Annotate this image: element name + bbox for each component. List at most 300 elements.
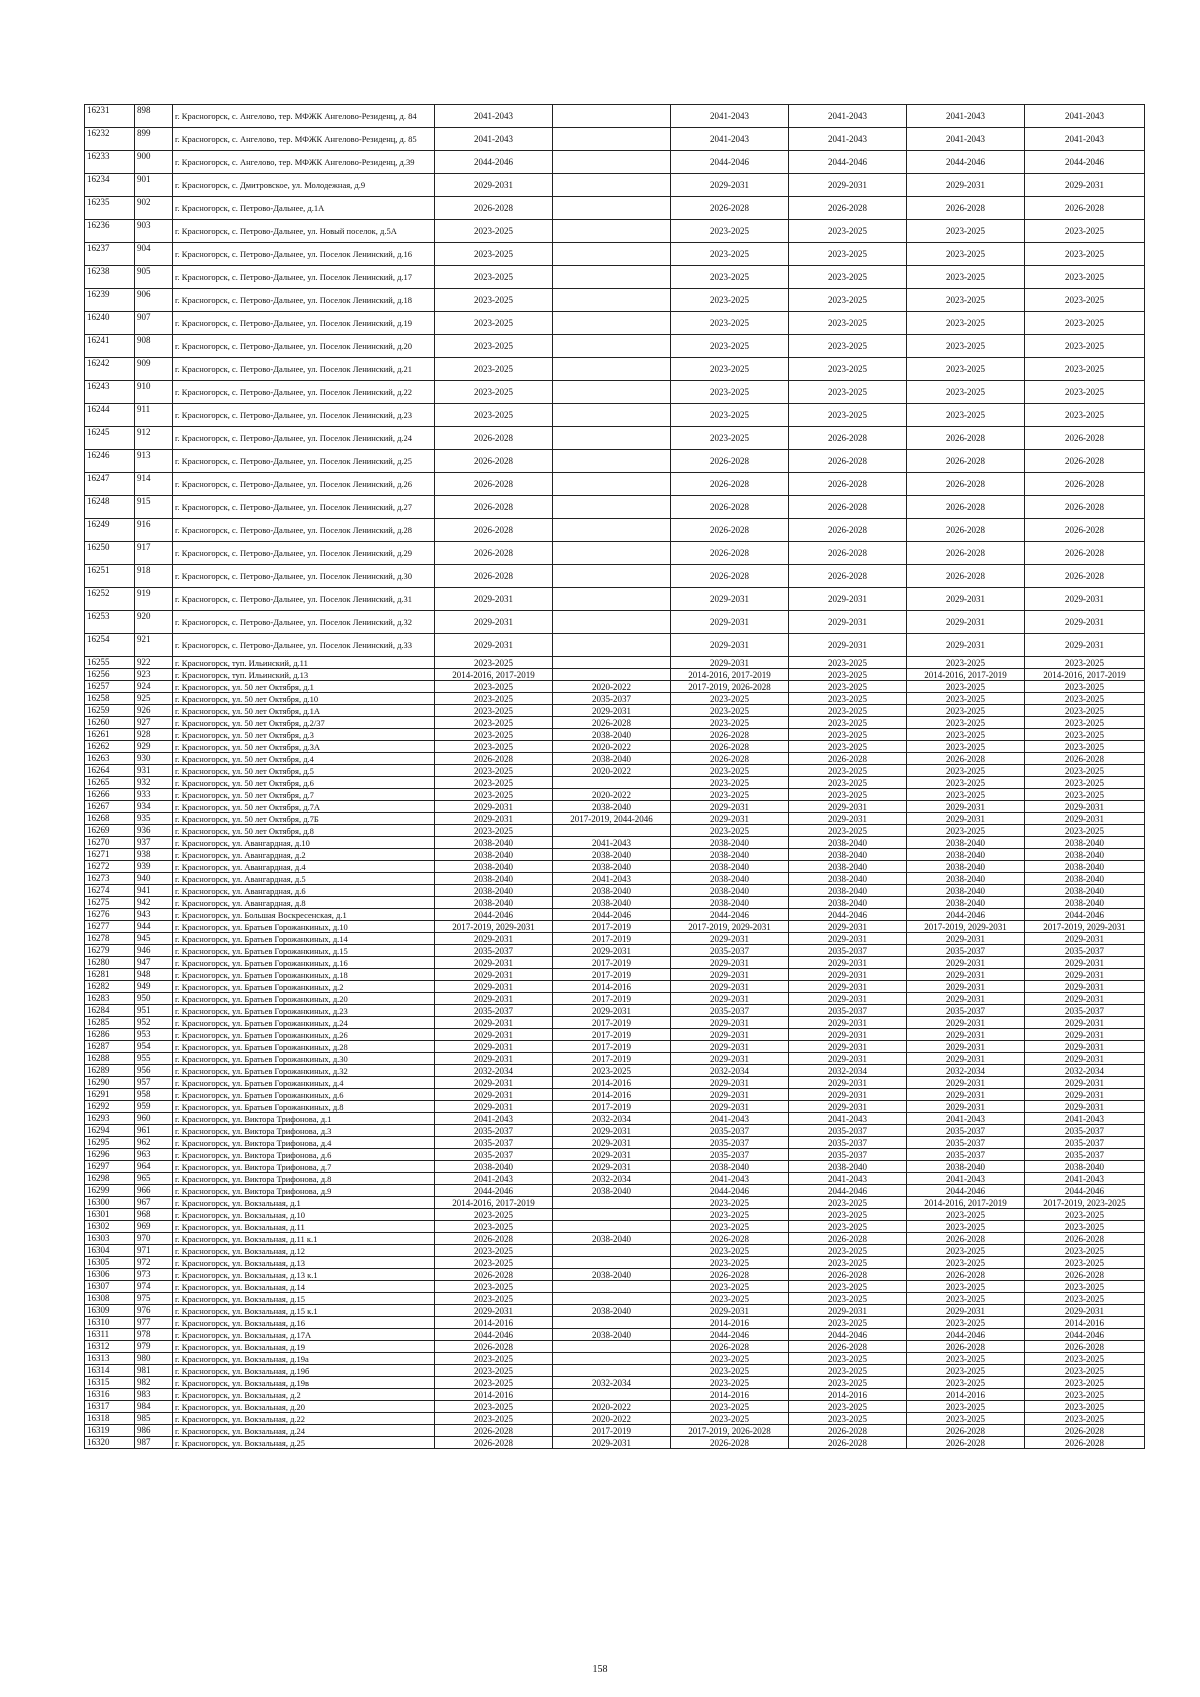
period-col-3-cell: 2023-2025 xyxy=(671,1365,789,1377)
period-col-4-cell: 2026-2028 xyxy=(789,542,907,565)
period-col-2-cell: 2017-2019 xyxy=(553,957,671,969)
table-row xyxy=(85,1317,1145,1329)
row-id-cell: 16297 xyxy=(85,1161,135,1173)
row-id-cell: 16231 xyxy=(85,105,135,128)
period-col-2-cell: 2017-2019 xyxy=(553,1017,671,1029)
table-row xyxy=(85,588,1145,611)
period-col-5-cell: 2026-2028 xyxy=(907,1425,1025,1437)
address-cell: г. Красногорск, ул. 50 лет Октября, д.2/37 xyxy=(173,717,435,729)
seq-number-cell: 965 xyxy=(135,1173,173,1185)
period-col-4-cell: 2023-2025 xyxy=(789,220,907,243)
seq-number-cell: 916 xyxy=(135,519,173,542)
period-col-3-cell: 2038-2040 xyxy=(671,861,789,873)
table-row xyxy=(85,1233,1145,1245)
period-col-6-cell: 2023-2025 xyxy=(1025,789,1145,801)
row-id-cell: 16302 xyxy=(85,1221,135,1233)
address-cell: г. Красногорск, с. Петрово-Дальнее, ул. Поселок Ленинский, д.16 xyxy=(173,243,435,266)
period-col-5-cell: 2023-2025 xyxy=(907,777,1025,789)
period-col-6-cell: 2023-2025 xyxy=(1025,717,1145,729)
period-col-4-cell: 2038-2040 xyxy=(789,849,907,861)
period-col-3-cell: 2038-2040 xyxy=(671,885,789,897)
seq-number-cell: 968 xyxy=(135,1209,173,1221)
period-col-4-cell: 2023-2025 xyxy=(789,1197,907,1209)
period-col-1-cell: 2038-2040 xyxy=(435,897,553,909)
period-col-6-cell: 2026-2028 xyxy=(1025,753,1145,765)
period-col-5-cell: 2023-2025 xyxy=(907,657,1025,669)
period-col-5-cell: 2026-2028 xyxy=(907,450,1025,473)
table-row xyxy=(85,473,1145,496)
seq-number-cell: 915 xyxy=(135,496,173,519)
period-col-3-cell: 2023-2025 xyxy=(671,312,789,335)
period-col-2-cell: 2029-2031 xyxy=(553,1137,671,1149)
period-col-1-cell: 2035-2037 xyxy=(435,1005,553,1017)
seq-number-cell: 948 xyxy=(135,969,173,981)
period-col-5-cell: 2023-2025 xyxy=(907,1293,1025,1305)
row-id-cell: 16245 xyxy=(85,427,135,450)
seq-number-cell: 970 xyxy=(135,1233,173,1245)
address-cell: г. Красногорск, с. Петрово-Дальнее, ул. Поселок Ленинский, д.31 xyxy=(173,588,435,611)
seq-number-cell: 951 xyxy=(135,1005,173,1017)
seq-number-cell: 928 xyxy=(135,729,173,741)
row-id-cell: 16300 xyxy=(85,1197,135,1209)
period-col-4-cell: 2026-2028 xyxy=(789,1437,907,1449)
row-id-cell: 16298 xyxy=(85,1173,135,1185)
period-col-3-cell: 2023-2025 xyxy=(671,381,789,404)
table-row xyxy=(85,993,1145,1005)
seq-number-cell: 986 xyxy=(135,1425,173,1437)
table-row xyxy=(85,849,1145,861)
period-col-4-cell: 2029-2031 xyxy=(789,957,907,969)
period-col-2-cell xyxy=(553,1341,671,1353)
period-col-6-cell: 2038-2040 xyxy=(1025,885,1145,897)
seq-number-cell: 947 xyxy=(135,957,173,969)
seq-number-cell: 960 xyxy=(135,1113,173,1125)
row-id-cell: 16259 xyxy=(85,705,135,717)
period-col-5-cell: 2023-2025 xyxy=(907,825,1025,837)
row-id-cell: 16288 xyxy=(85,1053,135,1065)
period-col-1-cell: 2023-2025 xyxy=(435,289,553,312)
table-row xyxy=(85,105,1145,128)
period-col-1-cell: 2035-2037 xyxy=(435,1137,553,1149)
table-row xyxy=(85,243,1145,266)
address-cell: г. Красногорск, с. Петрово-Дальнее, ул. Поселок Ленинский, д.25 xyxy=(173,450,435,473)
row-id-cell: 16270 xyxy=(85,837,135,849)
table-row xyxy=(85,1401,1145,1413)
period-col-3-cell: 2014-2016 xyxy=(671,1389,789,1401)
address-cell: г. Красногорск, ул. Вокзальная, д.20 xyxy=(173,1401,435,1413)
period-col-2-cell: 2038-2040 xyxy=(553,1329,671,1341)
period-col-5-cell: 2026-2028 xyxy=(907,473,1025,496)
period-col-1-cell: 2041-2043 xyxy=(435,128,553,151)
period-col-1-cell: 2026-2028 xyxy=(435,450,553,473)
period-col-1-cell: 2026-2028 xyxy=(435,1341,553,1353)
period-col-3-cell: 2026-2028 xyxy=(671,473,789,496)
period-col-5-cell: 2029-2031 xyxy=(907,969,1025,981)
period-col-3-cell: 2041-2043 xyxy=(671,1173,789,1185)
seq-number-cell: 938 xyxy=(135,849,173,861)
period-col-6-cell: 2041-2043 xyxy=(1025,1113,1145,1125)
period-col-3-cell: 2023-2025 xyxy=(671,243,789,266)
period-col-3-cell: 2029-2031 xyxy=(671,801,789,813)
row-id-cell: 16264 xyxy=(85,765,135,777)
address-cell: г. Красногорск, ул. Виктора Трифонова, д.4 xyxy=(173,1137,435,1149)
seq-number-cell: 984 xyxy=(135,1401,173,1413)
period-col-4-cell: 2023-2025 xyxy=(789,1317,907,1329)
table-row xyxy=(85,1041,1145,1053)
period-col-4-cell: 2023-2025 xyxy=(789,1377,907,1389)
address-cell: г. Красногорск, с. Петрово-Дальнее, ул. Поселок Ленинский, д.21 xyxy=(173,358,435,381)
period-col-2-cell xyxy=(553,128,671,151)
period-col-1-cell: 2035-2037 xyxy=(435,945,553,957)
period-col-5-cell: 2029-2031 xyxy=(907,1305,1025,1317)
period-col-6-cell: 2023-2025 xyxy=(1025,266,1145,289)
period-col-1-cell: 2023-2025 xyxy=(435,729,553,741)
period-col-3-cell: 2023-2025 xyxy=(671,1209,789,1221)
row-id-cell: 16284 xyxy=(85,1005,135,1017)
period-col-3-cell: 2026-2028 xyxy=(671,1233,789,1245)
period-col-1-cell: 2023-2025 xyxy=(435,1257,553,1269)
seq-number-cell: 949 xyxy=(135,981,173,993)
table-row xyxy=(85,312,1145,335)
period-col-2-cell: 2044-2046 xyxy=(553,909,671,921)
row-id-cell: 16276 xyxy=(85,909,135,921)
period-col-6-cell: 2014-2016, 2017-2019 xyxy=(1025,669,1145,681)
period-col-5-cell: 2014-2016 xyxy=(907,1389,1025,1401)
period-col-1-cell: 2026-2028 xyxy=(435,496,553,519)
period-col-5-cell: 2038-2040 xyxy=(907,849,1025,861)
period-col-2-cell: 2029-2031 xyxy=(553,945,671,957)
period-col-2-cell: 2038-2040 xyxy=(553,1185,671,1197)
period-col-2-cell: 2029-2031 xyxy=(553,1125,671,1137)
seq-number-cell: 943 xyxy=(135,909,173,921)
table-row xyxy=(85,909,1145,921)
address-cell: г. Красногорск, ул. Братьев Горожанкиных, д.18 xyxy=(173,969,435,981)
table-row xyxy=(85,957,1145,969)
seq-number-cell: 979 xyxy=(135,1341,173,1353)
period-col-1-cell: 2026-2028 xyxy=(435,542,553,565)
row-id-cell: 16320 xyxy=(85,1437,135,1449)
period-col-6-cell: 2026-2028 xyxy=(1025,496,1145,519)
period-col-6-cell: 2023-2025 xyxy=(1025,1365,1145,1377)
period-col-6-cell: 2023-2025 xyxy=(1025,1377,1145,1389)
period-col-5-cell: 2026-2028 xyxy=(907,1341,1025,1353)
row-id-cell: 16232 xyxy=(85,128,135,151)
table-row xyxy=(85,969,1145,981)
period-col-6-cell: 2023-2025 xyxy=(1025,1389,1145,1401)
period-col-3-cell: 2038-2040 xyxy=(671,849,789,861)
period-col-5-cell: 2044-2046 xyxy=(907,151,1025,174)
period-col-2-cell: 2029-2031 xyxy=(553,1437,671,1449)
period-col-6-cell: 2014-2016 xyxy=(1025,1317,1145,1329)
period-col-4-cell: 2023-2025 xyxy=(789,1401,907,1413)
row-id-cell: 16273 xyxy=(85,873,135,885)
period-col-1-cell: 2038-2040 xyxy=(435,885,553,897)
table-row xyxy=(85,1353,1145,1365)
period-col-5-cell: 2041-2043 xyxy=(907,1113,1025,1125)
seq-number-cell: 911 xyxy=(135,404,173,427)
period-col-1-cell: 2026-2028 xyxy=(435,427,553,450)
period-col-6-cell: 2035-2037 xyxy=(1025,1125,1145,1137)
seq-number-cell: 914 xyxy=(135,473,173,496)
period-col-2-cell xyxy=(553,1245,671,1257)
period-col-3-cell: 2017-2019, 2029-2031 xyxy=(671,921,789,933)
address-cell: г. Красногорск, ул. Вокзальная, д.15 xyxy=(173,1293,435,1305)
period-col-5-cell: 2023-2025 xyxy=(907,1245,1025,1257)
period-col-2-cell xyxy=(553,151,671,174)
address-cell: г. Красногорск, с. Ангелово, тер. МФЖК Ангелово-Резиденц, д.39 xyxy=(173,151,435,174)
seq-number-cell: 972 xyxy=(135,1257,173,1269)
row-id-cell: 16254 xyxy=(85,634,135,657)
period-col-1-cell: 2029-2031 xyxy=(435,634,553,657)
period-col-4-cell: 2023-2025 xyxy=(789,741,907,753)
address-cell: г. Красногорск, ул. Виктора Трифонова, д.7 xyxy=(173,1161,435,1173)
period-col-4-cell: 2026-2028 xyxy=(789,473,907,496)
address-cell: г. Красногорск, ул. Вокзальная, д.19а xyxy=(173,1353,435,1365)
period-col-1-cell: 2023-2025 xyxy=(435,705,553,717)
period-col-6-cell: 2023-2025 xyxy=(1025,693,1145,705)
seq-number-cell: 912 xyxy=(135,427,173,450)
period-col-6-cell: 2026-2028 xyxy=(1025,1341,1145,1353)
row-id-cell: 16283 xyxy=(85,993,135,1005)
seq-number-cell: 919 xyxy=(135,588,173,611)
period-col-4-cell: 2023-2025 xyxy=(789,1293,907,1305)
period-col-4-cell: 2023-2025 xyxy=(789,1221,907,1233)
table-row xyxy=(85,717,1145,729)
period-col-6-cell: 2023-2025 xyxy=(1025,1221,1145,1233)
period-col-1-cell: 2035-2037 xyxy=(435,1125,553,1137)
period-col-6-cell: 2038-2040 xyxy=(1025,861,1145,873)
table-row xyxy=(85,1281,1145,1293)
period-col-2-cell: 2029-2031 xyxy=(553,1149,671,1161)
period-col-5-cell: 2023-2025 xyxy=(907,381,1025,404)
period-col-1-cell: 2023-2025 xyxy=(435,312,553,335)
row-id-cell: 16244 xyxy=(85,404,135,427)
row-id-cell: 16307 xyxy=(85,1281,135,1293)
row-id-cell: 16235 xyxy=(85,197,135,220)
period-col-4-cell: 2029-2031 xyxy=(789,1041,907,1053)
table-row xyxy=(85,1089,1145,1101)
period-col-4-cell: 2035-2037 xyxy=(789,1137,907,1149)
period-col-5-cell: 2023-2025 xyxy=(907,681,1025,693)
period-col-3-cell: 2026-2028 xyxy=(671,741,789,753)
row-id-cell: 16251 xyxy=(85,565,135,588)
period-col-5-cell: 2023-2025 xyxy=(907,765,1025,777)
period-col-1-cell: 2026-2028 xyxy=(435,197,553,220)
table-row xyxy=(85,1377,1145,1389)
period-col-2-cell: 2017-2019 xyxy=(553,933,671,945)
table-row xyxy=(85,519,1145,542)
seq-number-cell: 982 xyxy=(135,1377,173,1389)
period-col-4-cell: 2023-2025 xyxy=(789,765,907,777)
period-col-3-cell: 2014-2016 xyxy=(671,1317,789,1329)
row-id-cell: 16301 xyxy=(85,1209,135,1221)
address-cell: г. Красногорск, ул. Братьев Горожанкиных, д.4 xyxy=(173,1077,435,1089)
period-col-5-cell: 2023-2025 xyxy=(907,705,1025,717)
period-col-3-cell: 2026-2028 xyxy=(671,450,789,473)
table-row xyxy=(85,1125,1145,1137)
row-id-cell: 16261 xyxy=(85,729,135,741)
period-col-3-cell: 2035-2037 xyxy=(671,1125,789,1137)
period-col-4-cell: 2029-2031 xyxy=(789,933,907,945)
period-col-5-cell: 2023-2025 xyxy=(907,1257,1025,1269)
period-col-2-cell xyxy=(553,1353,671,1365)
table-row xyxy=(85,1053,1145,1065)
period-col-4-cell: 2023-2025 xyxy=(789,1365,907,1377)
period-col-6-cell: 2041-2043 xyxy=(1025,128,1145,151)
period-col-6-cell: 2041-2043 xyxy=(1025,105,1145,128)
period-col-6-cell: 2029-2031 xyxy=(1025,1053,1145,1065)
row-id-cell: 16316 xyxy=(85,1389,135,1401)
period-col-4-cell: 2014-2016 xyxy=(789,1389,907,1401)
period-col-5-cell: 2038-2040 xyxy=(907,873,1025,885)
address-cell: г. Красногорск, с. Петрово-Дальнее, ул. Поселок Ленинский, д.30 xyxy=(173,565,435,588)
period-col-3-cell: 2023-2025 xyxy=(671,220,789,243)
period-col-5-cell: 2035-2037 xyxy=(907,1125,1025,1137)
period-col-2-cell xyxy=(553,404,671,427)
address-cell: г. Красногорск, с. Петрово-Дальнее, ул. Поселок Ленинский, д.32 xyxy=(173,611,435,634)
address-cell: г. Красногорск, ул. Вокзальная, д.15 к.1 xyxy=(173,1305,435,1317)
table-row xyxy=(85,1341,1145,1353)
period-col-1-cell: 2023-2025 xyxy=(435,717,553,729)
period-col-3-cell: 2029-2031 xyxy=(671,657,789,669)
period-col-3-cell: 2038-2040 xyxy=(671,1161,789,1173)
address-cell: г. Красногорск, туп. Ильинский, д.11 xyxy=(173,657,435,669)
period-col-4-cell: 2035-2037 xyxy=(789,1149,907,1161)
period-col-2-cell: 2014-2016 xyxy=(553,1077,671,1089)
period-col-4-cell: 2023-2025 xyxy=(789,669,907,681)
period-col-3-cell: 2014-2016, 2017-2019 xyxy=(671,669,789,681)
address-cell: г. Красногорск, с. Петрово-Дальнее, ул. Поселок Ленинский, д.33 xyxy=(173,634,435,657)
period-col-4-cell: 2023-2025 xyxy=(789,1353,907,1365)
seq-number-cell: 901 xyxy=(135,174,173,197)
period-col-6-cell: 2017-2019, 2023-2025 xyxy=(1025,1197,1145,1209)
period-col-5-cell: 2023-2025 xyxy=(907,220,1025,243)
table-row xyxy=(85,825,1145,837)
period-col-5-cell: 2029-2031 xyxy=(907,993,1025,1005)
address-cell: г. Красногорск, с. Петрово-Дальнее, д.1А xyxy=(173,197,435,220)
period-col-4-cell: 2023-2025 xyxy=(789,243,907,266)
period-col-2-cell xyxy=(553,657,671,669)
seq-number-cell: 932 xyxy=(135,777,173,789)
period-col-4-cell: 2026-2028 xyxy=(789,496,907,519)
period-col-1-cell: 2038-2040 xyxy=(435,1161,553,1173)
row-id-cell: 16312 xyxy=(85,1341,135,1353)
period-col-3-cell: 2029-2031 xyxy=(671,981,789,993)
period-col-6-cell: 2038-2040 xyxy=(1025,1161,1145,1173)
seq-number-cell: 929 xyxy=(135,741,173,753)
row-id-cell: 16281 xyxy=(85,969,135,981)
address-cell: г. Красногорск, ул. Вокзальная, д.12 xyxy=(173,1245,435,1257)
period-col-5-cell: 2023-2025 xyxy=(907,1377,1025,1389)
address-cell: г. Красногорск, ул. Авангардная, д.5 xyxy=(173,873,435,885)
period-col-1-cell: 2029-2031 xyxy=(435,1029,553,1041)
table-row xyxy=(85,1329,1145,1341)
row-id-cell: 16315 xyxy=(85,1377,135,1389)
period-col-1-cell: 2029-2031 xyxy=(435,933,553,945)
table-row xyxy=(85,1365,1145,1377)
row-id-cell: 16299 xyxy=(85,1185,135,1197)
period-col-5-cell: 2023-2025 xyxy=(907,243,1025,266)
table-row xyxy=(85,151,1145,174)
row-id-cell: 16246 xyxy=(85,450,135,473)
period-col-3-cell: 2026-2028 xyxy=(671,1341,789,1353)
table-row xyxy=(85,861,1145,873)
address-cell: г. Красногорск, ул. Братьев Горожанкиных, д.30 xyxy=(173,1053,435,1065)
period-col-2-cell xyxy=(553,381,671,404)
table-row xyxy=(85,981,1145,993)
address-cell: г. Красногорск, с. Петрово-Дальнее, ул. Поселок Ленинский, д.20 xyxy=(173,335,435,358)
period-col-5-cell: 2023-2025 xyxy=(907,1281,1025,1293)
period-col-6-cell: 2035-2037 xyxy=(1025,1137,1145,1149)
address-cell: г. Красногорск, с. Петрово-Дальнее, ул. Поселок Ленинский, д.29 xyxy=(173,542,435,565)
period-col-2-cell xyxy=(553,634,671,657)
row-id-cell: 16255 xyxy=(85,657,135,669)
period-col-4-cell: 2044-2046 xyxy=(789,1185,907,1197)
seq-number-cell: 922 xyxy=(135,657,173,669)
period-col-6-cell: 2026-2028 xyxy=(1025,542,1145,565)
row-id-cell: 16258 xyxy=(85,693,135,705)
period-col-6-cell: 2023-2025 xyxy=(1025,335,1145,358)
table-row xyxy=(85,1137,1145,1149)
period-col-2-cell: 2029-2031 xyxy=(553,1161,671,1173)
address-cell: г. Красногорск, ул. Вокзальная, д.2 xyxy=(173,1389,435,1401)
address-cell: г. Красногорск, с. Ангелово, тер. МФЖК Ангелово-Резиденц, д. 85 xyxy=(173,128,435,151)
table-row xyxy=(85,813,1145,825)
period-col-6-cell: 2023-2025 xyxy=(1025,312,1145,335)
period-col-6-cell: 2026-2028 xyxy=(1025,197,1145,220)
period-col-1-cell: 2014-2016, 2017-2019 xyxy=(435,669,553,681)
period-col-5-cell: 2029-2031 xyxy=(907,1017,1025,1029)
period-col-1-cell: 2029-2031 xyxy=(435,981,553,993)
row-id-cell: 16263 xyxy=(85,753,135,765)
table-row xyxy=(85,1257,1145,1269)
address-cell: г. Красногорск, ул. Виктора Трифонова, д.9 xyxy=(173,1185,435,1197)
period-col-4-cell: 2041-2043 xyxy=(789,105,907,128)
period-col-6-cell: 2026-2028 xyxy=(1025,565,1145,588)
row-id-cell: 16256 xyxy=(85,669,135,681)
period-col-3-cell: 2029-2031 xyxy=(671,174,789,197)
period-col-6-cell: 2023-2025 xyxy=(1025,729,1145,741)
period-col-3-cell: 2029-2031 xyxy=(671,813,789,825)
period-col-3-cell: 2026-2028 xyxy=(671,729,789,741)
period-col-4-cell: 2023-2025 xyxy=(789,681,907,693)
period-col-5-cell: 2026-2028 xyxy=(907,496,1025,519)
seq-number-cell: 926 xyxy=(135,705,173,717)
address-cell: г. Красногорск, ул. Братьев Горожанкиных, д.15 xyxy=(173,945,435,957)
seq-number-cell: 908 xyxy=(135,335,173,358)
period-col-3-cell: 2023-2025 xyxy=(671,335,789,358)
period-col-2-cell xyxy=(553,266,671,289)
period-col-2-cell: 2041-2043 xyxy=(553,873,671,885)
period-col-4-cell: 2023-2025 xyxy=(789,789,907,801)
row-id-cell: 16239 xyxy=(85,289,135,312)
period-col-1-cell: 2017-2019, 2029-2031 xyxy=(435,921,553,933)
period-col-6-cell: 2026-2028 xyxy=(1025,1425,1145,1437)
period-col-4-cell: 2026-2028 xyxy=(789,1269,907,1281)
period-col-5-cell: 2029-2031 xyxy=(907,933,1025,945)
address-cell: г. Красногорск, ул. 50 лет Октября, д.8 xyxy=(173,825,435,837)
row-id-cell: 16304 xyxy=(85,1245,135,1257)
period-col-2-cell xyxy=(553,1281,671,1293)
seq-number-cell: 935 xyxy=(135,813,173,825)
seq-number-cell: 913 xyxy=(135,450,173,473)
document-sheet xyxy=(84,104,1144,1449)
address-cell: г. Красногорск, с. Петрово-Дальнее, ул. Поселок Ленинский, д.24 xyxy=(173,427,435,450)
period-col-5-cell: 2014-2016, 2017-2019 xyxy=(907,669,1025,681)
address-cell: г. Красногорск, ул. 50 лет Октября, д.3 xyxy=(173,729,435,741)
period-col-1-cell: 2041-2043 xyxy=(435,1173,553,1185)
address-cell: г. Красногорск, ул. Вокзальная, д.11 к.1 xyxy=(173,1233,435,1245)
